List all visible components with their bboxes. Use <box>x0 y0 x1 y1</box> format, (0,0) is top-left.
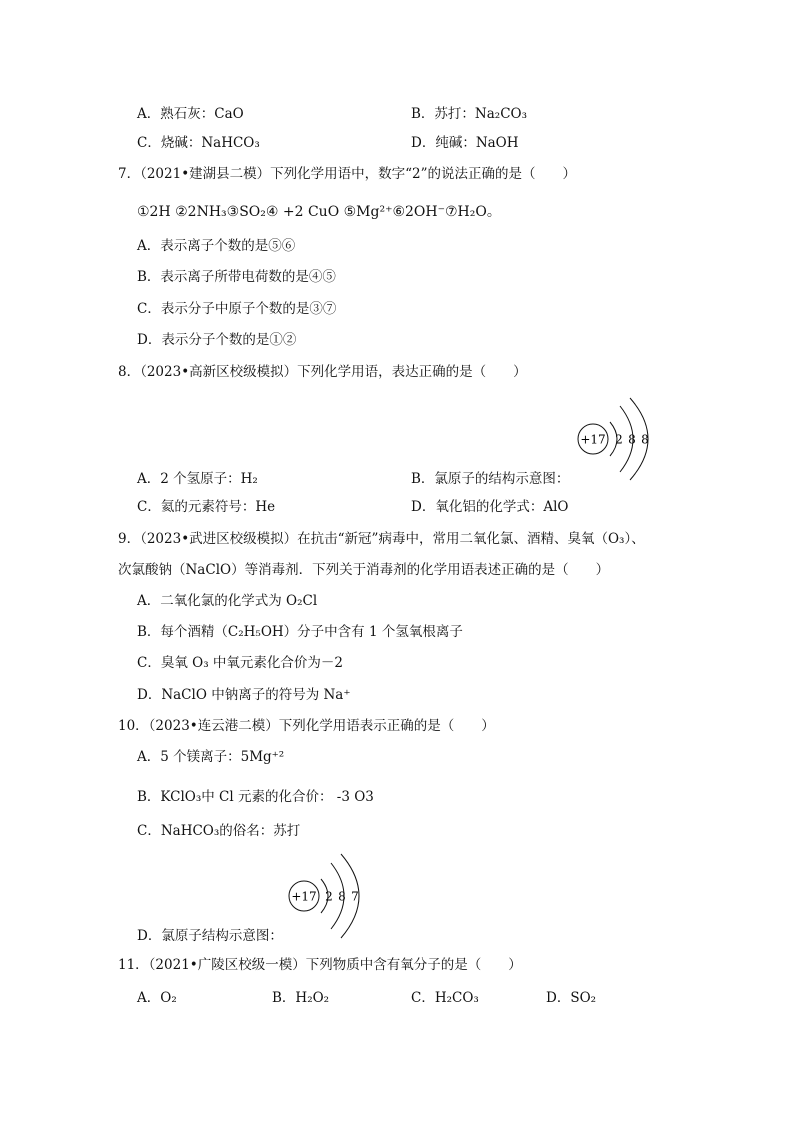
q9-stem-line-2: 次氯酸钠（NaClO）等消毒剂．下列关于消毒剂的化学用语表述正确的是（ ） <box>118 562 610 578</box>
nucleus-charge: +17 <box>291 889 317 904</box>
q11-option-b: B．H₂O₂ <box>272 990 330 1006</box>
q10-stem: 10．（2023•连云港二模）下列化学用语表示正确的是（ ） <box>118 718 495 734</box>
q7-option-c: C．表示分子中原子个数的是③⑦ <box>137 301 337 317</box>
q8-option-c: C．氦的元素符号：He <box>137 499 276 515</box>
nucleus-charge: +17 <box>580 432 606 447</box>
q7-option-b: B．表示离子所带电荷数的是④⑤ <box>137 269 336 285</box>
q9-stem-line-1: 9．（2023•武进区校级模拟）在抗击“新冠”病毒中，常用二氧化氯、酒精、臭氧（O₃）、 <box>118 531 645 547</box>
shell-1-count: 2 <box>615 432 623 447</box>
q6-option-d: D．纯碱：NaOH <box>411 135 519 151</box>
q9-option-c: C．臭氧 O₃ 中氧元素化合价为－2 <box>137 655 343 671</box>
q9-option-d: D．NaClO 中钠离子的符号为 Na⁺ <box>137 687 351 703</box>
q9-option-b: B．每个酒精（C₂H₅OH）分子中含有 1 个氢氧根离子 <box>137 624 463 640</box>
q6-option-a: A．熟石灰：CaO <box>137 106 244 122</box>
q7-option-d: D．表示分子个数的是①② <box>137 332 297 348</box>
q7-items: ①2H ②2NH₃③SO₂④ +2 CuO ⑤Mg²⁺⑥2OH⁻⑦H₂O。 <box>137 204 501 220</box>
q9-option-a: A．二氧化氯的化学式为 O₂Cl <box>137 593 318 609</box>
q7-option-a: A．表示离子个数的是⑤⑥ <box>137 238 296 254</box>
q11-option-d: D．SO₂ <box>546 990 597 1006</box>
shell-2-count: 8 <box>338 889 346 904</box>
q6-option-c: C．烧碱：NaHCO₃ <box>137 135 260 151</box>
q8-stem: 8．（2023•高新区校级模拟）下列化学用语，表达正确的是（ ） <box>118 364 527 380</box>
q8-option-b: B．氯原子的结构示意图： <box>411 471 570 487</box>
q11-option-c: C．H₂CO₃ <box>411 990 479 1006</box>
q10-option-a: A．5 个镁离子：5Mg⁺² <box>137 749 285 765</box>
q8-option-d: D．氧化铝的化学式：AlO <box>411 499 569 515</box>
shell-3-count: 8 <box>641 432 649 447</box>
chlorine-ion-structure-diagram <box>576 392 676 486</box>
shell-3-count: 7 <box>351 889 359 904</box>
q11-stem: 11．（2021•广陵区校级一模）下列物质中含有氧分子的是（ ） <box>118 957 522 973</box>
q8-option-a: A．2 个氢原子：H₂ <box>137 471 258 487</box>
shell-2-count: 8 <box>628 432 636 447</box>
q10-option-d: D．氯原子结构示意图： <box>137 928 283 944</box>
q10-option-b: B．KClO₃中 Cl 元素的化合价： -3 O3 <box>137 789 374 805</box>
q11-option-a: A．O₂ <box>137 990 177 1006</box>
q6-option-b: B．苏打：Na₂CO₃ <box>411 106 528 122</box>
q7-stem: 7．（2021•建湖县二模）下列化学用语中，数字“2”的说法正确的是（ ） <box>118 166 577 182</box>
q10-option-c: C．NaHCO₃的俗名：苏打 <box>137 823 301 839</box>
shell-1-count: 2 <box>325 889 333 904</box>
chlorine-atom-structure-diagram <box>287 848 387 944</box>
